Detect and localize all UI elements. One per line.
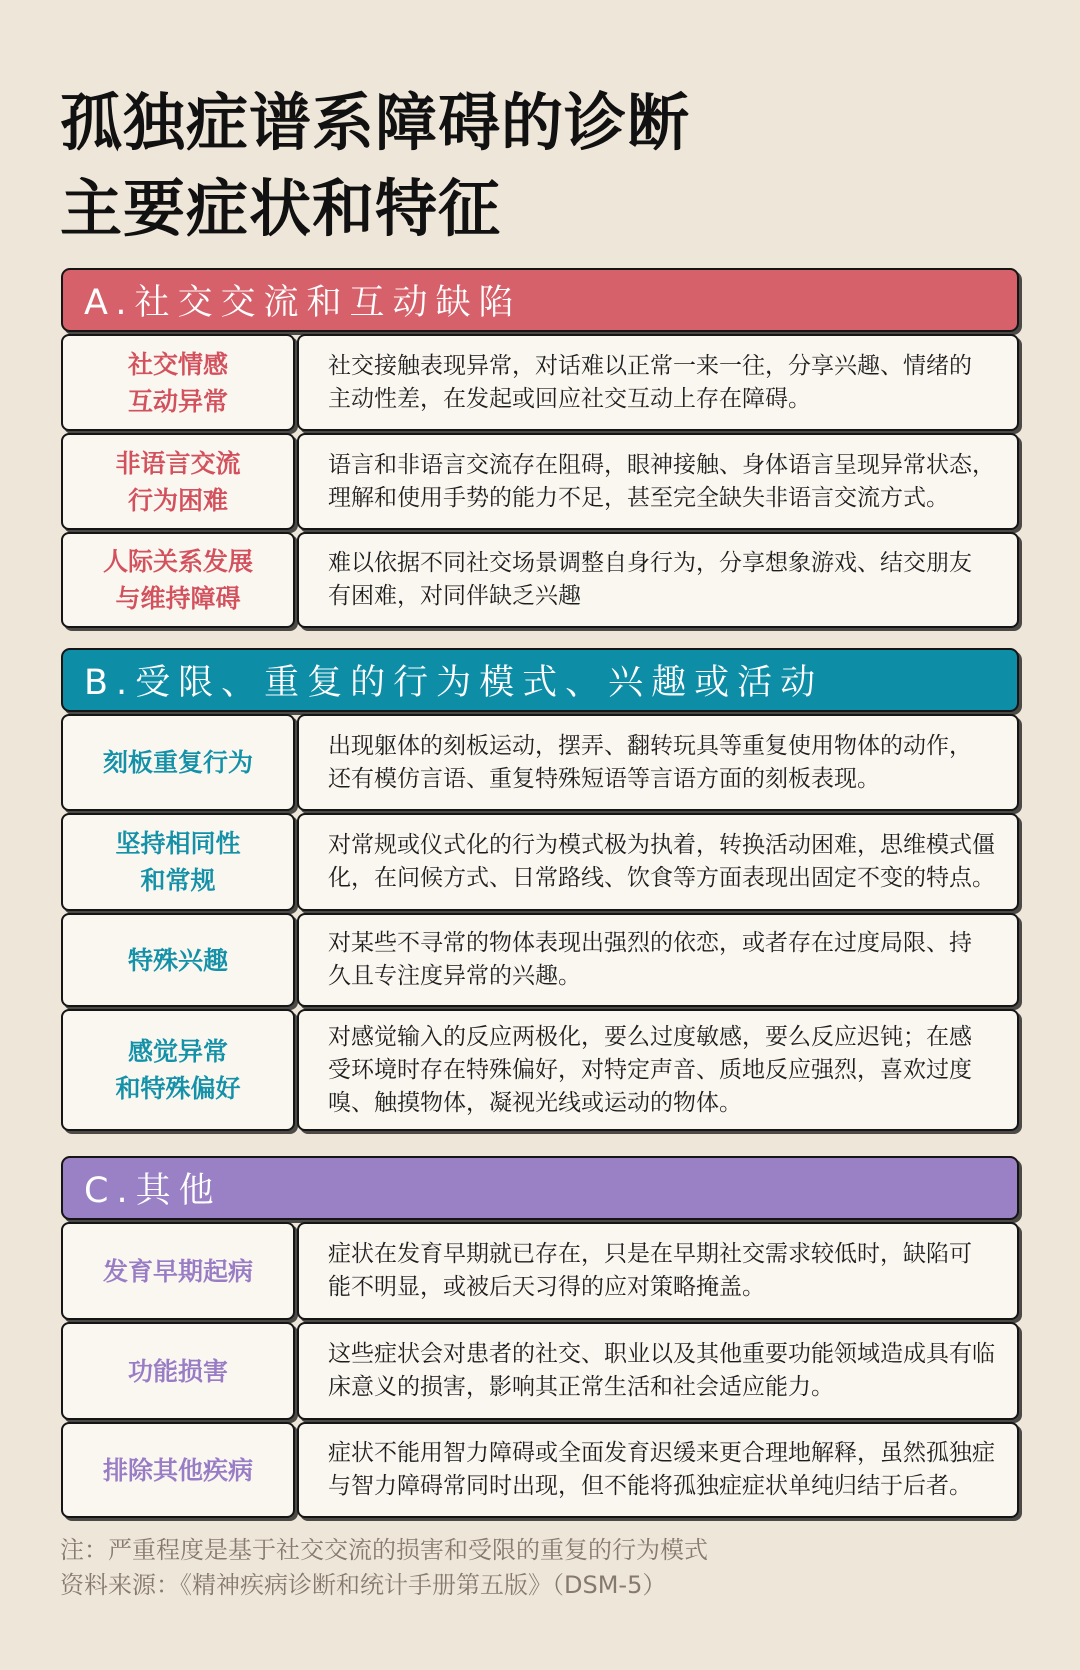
criterion-label-line: 坚持相同性 [115, 829, 241, 858]
criterion-description-cell [297, 1009, 1019, 1131]
description-line: 症状在发育早期就已存在，只是在早期社交需求较低时，缺陷可 [328, 1241, 972, 1267]
criterion-label-cell [61, 714, 295, 811]
criterion-label-line: 互动异常 [127, 386, 228, 416]
description-line: 床意义的损害，影响其正常生活和社会适应能力。 [328, 1374, 834, 1400]
criterion-row-early-onset [61, 1222, 1019, 1320]
criterion-row-sensory [61, 1009, 1019, 1131]
criterion-label-line: 特殊兴趣 [127, 945, 228, 975]
criterion-label-line: 感觉异常 [127, 1037, 228, 1066]
criterion-label-line: 刻板重复行为 [102, 748, 253, 777]
section-b-header [61, 648, 1019, 712]
severity-note: 注：严重程度是基于社交交流的损害和受限的重复的行为模式 [60, 1536, 708, 1564]
description-line: 社交接触表现异常，对话难以正常一来一往，分享兴趣、情绪的 [328, 352, 972, 379]
description-line: 难以依据不同社交场景调整自身行为，分享想象游戏、结交朋友 [328, 550, 972, 576]
criterion-label-line: 社交情感 [127, 349, 228, 379]
criterion-label-line: 行为困难 [127, 485, 228, 515]
section-b-restricted-repetitive [61, 648, 1019, 1131]
criterion-label-cell [61, 334, 295, 431]
section-a-social-communication [61, 268, 1019, 628]
criterion-label-line: 排除其他疾病 [102, 1455, 253, 1485]
description-line: 能不明显，或被后天习得的应对策略掩盖。 [328, 1274, 765, 1300]
description-line: 语言和非语言交流存在阻碍，眼神接触、身体语言呈现异常状态， [328, 451, 995, 478]
criterion-description-cell [297, 1322, 1019, 1420]
description-line: 对某些不寻常的物体表现出强烈的依恋，或者存在过度局限、持 [328, 930, 972, 956]
description-line: 与智力障碍常同时出现，但不能将孤独症症状单纯归结于后者。 [328, 1473, 972, 1499]
description-line: 症状不能用智力障碍或全面发育迟缓来更合理地解释，虽然孤独症 [328, 1440, 995, 1466]
criterion-label-line: 和特殊偏好 [115, 1074, 241, 1103]
criterion-label-cell [61, 532, 295, 628]
criterion-label-cell [61, 1009, 295, 1131]
section-c-heading: C.其他 [84, 1171, 222, 1211]
criterion-label-line: 非语言交流 [115, 448, 241, 478]
criterion-description-cell [297, 334, 1019, 431]
criterion-row-relationships [61, 532, 1019, 628]
criterion-description-cell [297, 714, 1019, 811]
criterion-label-line: 与维持障碍 [115, 584, 241, 613]
description-line: 出现躯体的刻板运动，摆弄、翻转玩具等重复使用物体的动作， [328, 732, 972, 759]
page-title [60, 80, 690, 252]
description-line: 还有模仿言语、重复特殊短语等言语方面的刻板表现。 [328, 765, 880, 792]
description-line: 嗅、触摸物体，凝视光线或运动的物体。 [328, 1089, 742, 1116]
title-line-1: 孤独症谱系障碍的诊断 [60, 86, 691, 159]
criterion-label-line: 发育早期起病 [102, 1256, 253, 1286]
criterion-label-line: 人际关系发展 [102, 547, 253, 576]
criterion-description-cell [297, 433, 1019, 530]
section-a-heading: A.社交交流和互动缺陷 [84, 283, 522, 323]
criterion-row-impairment [61, 1322, 1019, 1420]
criterion-label-line: 和常规 [140, 866, 216, 895]
criterion-description-cell [297, 913, 1019, 1007]
criterion-description-cell [297, 532, 1019, 628]
criterion-label-cell [61, 1422, 295, 1518]
description-line: 有困难，对同伴缺乏兴趣 [328, 583, 581, 609]
criterion-description-cell [297, 813, 1019, 911]
criterion-row-stereotyped [61, 714, 1019, 811]
criterion-description-cell [297, 1222, 1019, 1320]
title-line-2: 主要症状和特征 [60, 172, 502, 245]
criterion-row-social-emotional [61, 334, 1019, 431]
footer-notes [60, 1533, 708, 1603]
description-line: 对常规或仪式化的行为模式极为执着，转换活动困难，思维模式僵 [328, 832, 995, 858]
criterion-label-line: 功能损害 [127, 1356, 228, 1386]
section-c-header [61, 1156, 1019, 1220]
criterion-row-nonverbal [61, 433, 1019, 530]
section-b-heading: B.受限、重复的行为模式、兴趣或活动 [84, 663, 824, 703]
source-citation: 资料来源：《精神疾病诊断和统计手册第五版》（DSM-5） [60, 1571, 667, 1599]
description-line: 化，在问候方式、日常路线、饮食等方面表现出固定不变的特点。 [328, 865, 995, 891]
section-a-header [61, 268, 1019, 332]
description-line: 对感觉输入的反应两极化，要么过度敏感，要么反应迟钝；在感 [328, 1023, 972, 1050]
description-line: 久且专注度异常的兴趣。 [328, 963, 581, 989]
criterion-label-cell [61, 913, 295, 1007]
criterion-label-cell [61, 813, 295, 911]
description-line: 这些症状会对患者的社交、职业以及其他重要功能领域造成具有临 [328, 1341, 995, 1367]
description-line: 主动性差，在发起或回应社交互动上存在障碍。 [328, 385, 811, 412]
criterion-label-cell [61, 1222, 295, 1320]
description-line: 理解和使用手势的能力不足，甚至完全缺失非语言交流方式。 [328, 484, 949, 511]
criterion-row-exclusion [61, 1422, 1019, 1518]
criterion-label-cell [61, 433, 295, 530]
description-line: 受环境时存在特殊偏好，对特定声音、质地反应强烈，喜欢过度 [328, 1056, 972, 1083]
section-c-other [61, 1156, 1019, 1518]
criterion-description-cell [297, 1422, 1019, 1518]
criterion-row-special-interests [61, 913, 1019, 1007]
criterion-label-cell [61, 1322, 295, 1420]
criterion-row-sameness [61, 813, 1019, 911]
